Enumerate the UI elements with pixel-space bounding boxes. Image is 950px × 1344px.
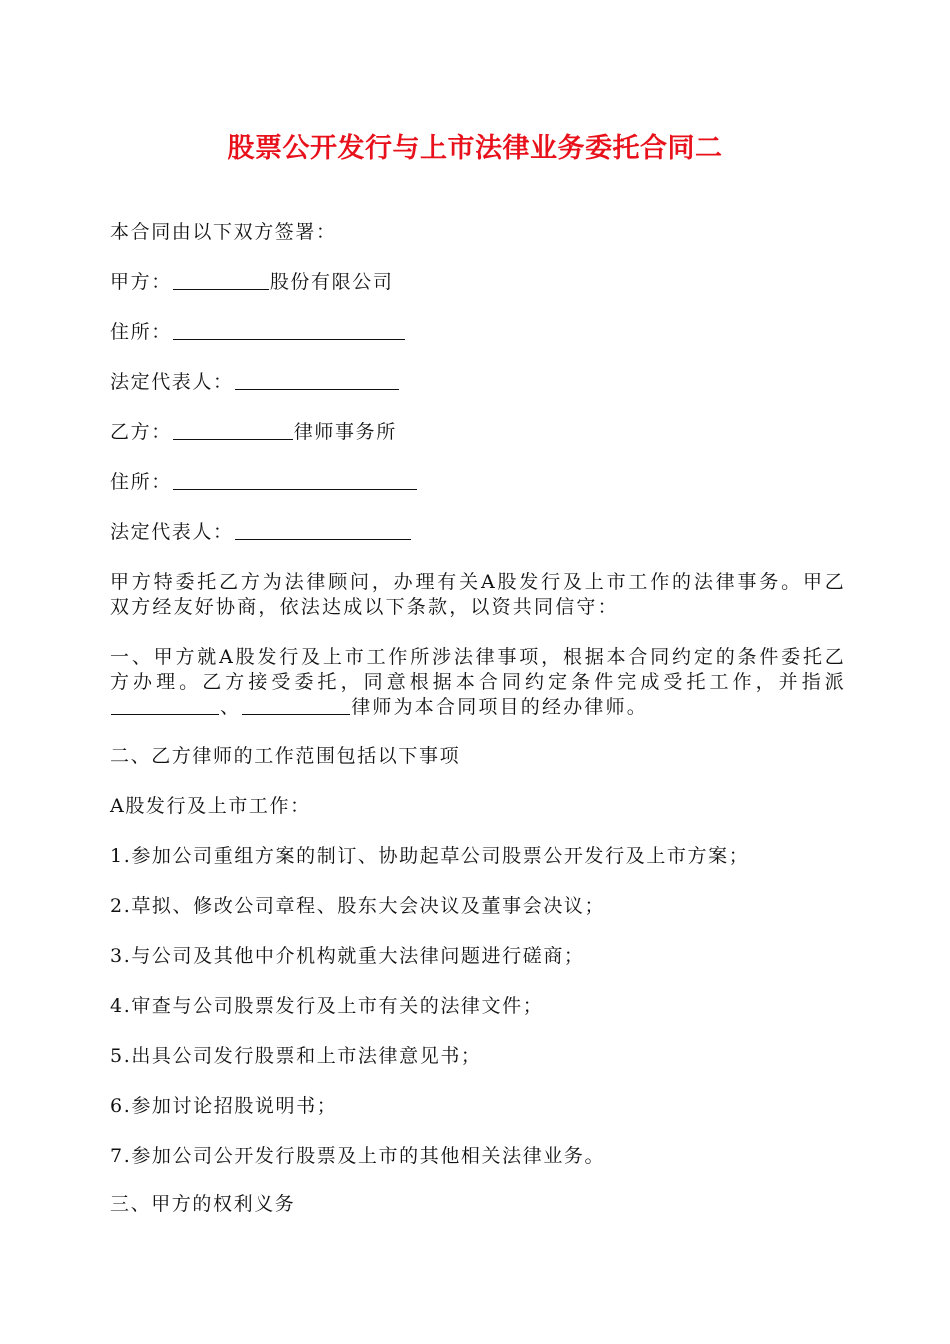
party-a-address-blank [173, 321, 405, 340]
scope-item-7: 7.参加公司公开发行股票及上市的其他相关法律业务。 [110, 1145, 606, 1167]
scope-item-5: 5.出具公司发行股票和上市法律意见书； [110, 1045, 482, 1067]
scope-item-1: 1.参加公司重组方案的制订、协助起草公司股票公开发行及上市方案； [110, 845, 750, 867]
intro-line: 本合同由以下双方签署： [110, 221, 337, 243]
party-b-name-blank [173, 421, 293, 440]
party-a-rep-blank [235, 371, 399, 390]
party-a-address-label: 住所： [110, 321, 172, 343]
lawyer-2-blank [242, 696, 350, 715]
party-b-suffix: 律师事务所 [293, 421, 397, 443]
document-title: 股票公开发行与上市法律业务委托合同二 [227, 133, 723, 164]
scope-heading: A股发行及上市工作： [110, 795, 311, 817]
intro-paragraph: 甲方特委托乙方为法律顾问，办理有关A股发行及上市工作的法律事务。甲乙双方经友好协商，依法达成以下条款，以资共同信守： [110, 571, 846, 618]
clause-3-heading: 三、甲方的权利义务 [110, 1193, 296, 1215]
party-a-rep-label: 法定代表人： [110, 371, 234, 393]
scope-item-6: 6.参加讨论招股说明书； [110, 1095, 338, 1117]
clause-1-ending: 律师为本合同项目的经办律师。 [351, 696, 649, 718]
clause-1-separator: 、 [220, 696, 242, 718]
scope-item-3: 3.与公司及其他中介机构就重大法律问题进行磋商； [110, 945, 585, 967]
party-b-label: 乙方： [110, 421, 172, 443]
party-b-address-line [110, 470, 846, 495]
scope-item-2: 2.草拟、修改公司章程、股东大会决议及董事会决议； [110, 895, 606, 917]
party-b-address-blank [173, 471, 417, 490]
party-a-name-blank [173, 271, 269, 290]
party-a-suffix: 股份有限公司 [269, 271, 394, 293]
party-a-address-line [110, 320, 846, 345]
scope-item-4: 4.审查与公司股票发行及上市有关的法律文件； [110, 995, 544, 1017]
party-a-rep-line [110, 370, 846, 395]
party-b-address-label: 住所： [110, 471, 172, 493]
party-a-label: 甲方： [110, 271, 172, 293]
lawyer-1-blank [111, 696, 219, 715]
clause-2-heading: 二、乙方律师的工作范围包括以下事项 [110, 745, 461, 767]
party-b-rep-blank [235, 521, 411, 540]
clause-1-paragraph [110, 645, 846, 720]
party-b-rep-label: 法定代表人： [110, 521, 234, 543]
party-a-line [110, 270, 846, 295]
party-b-rep-line [110, 520, 846, 545]
clause-1-text: 一、甲方就A股发行及上市工作所涉法律事项，根据本合同约定的条件委托乙方办理。乙方接受委托，同意根据本合同约定条件完成受托工作，并指派 [110, 646, 846, 693]
party-b-line [110, 420, 846, 445]
